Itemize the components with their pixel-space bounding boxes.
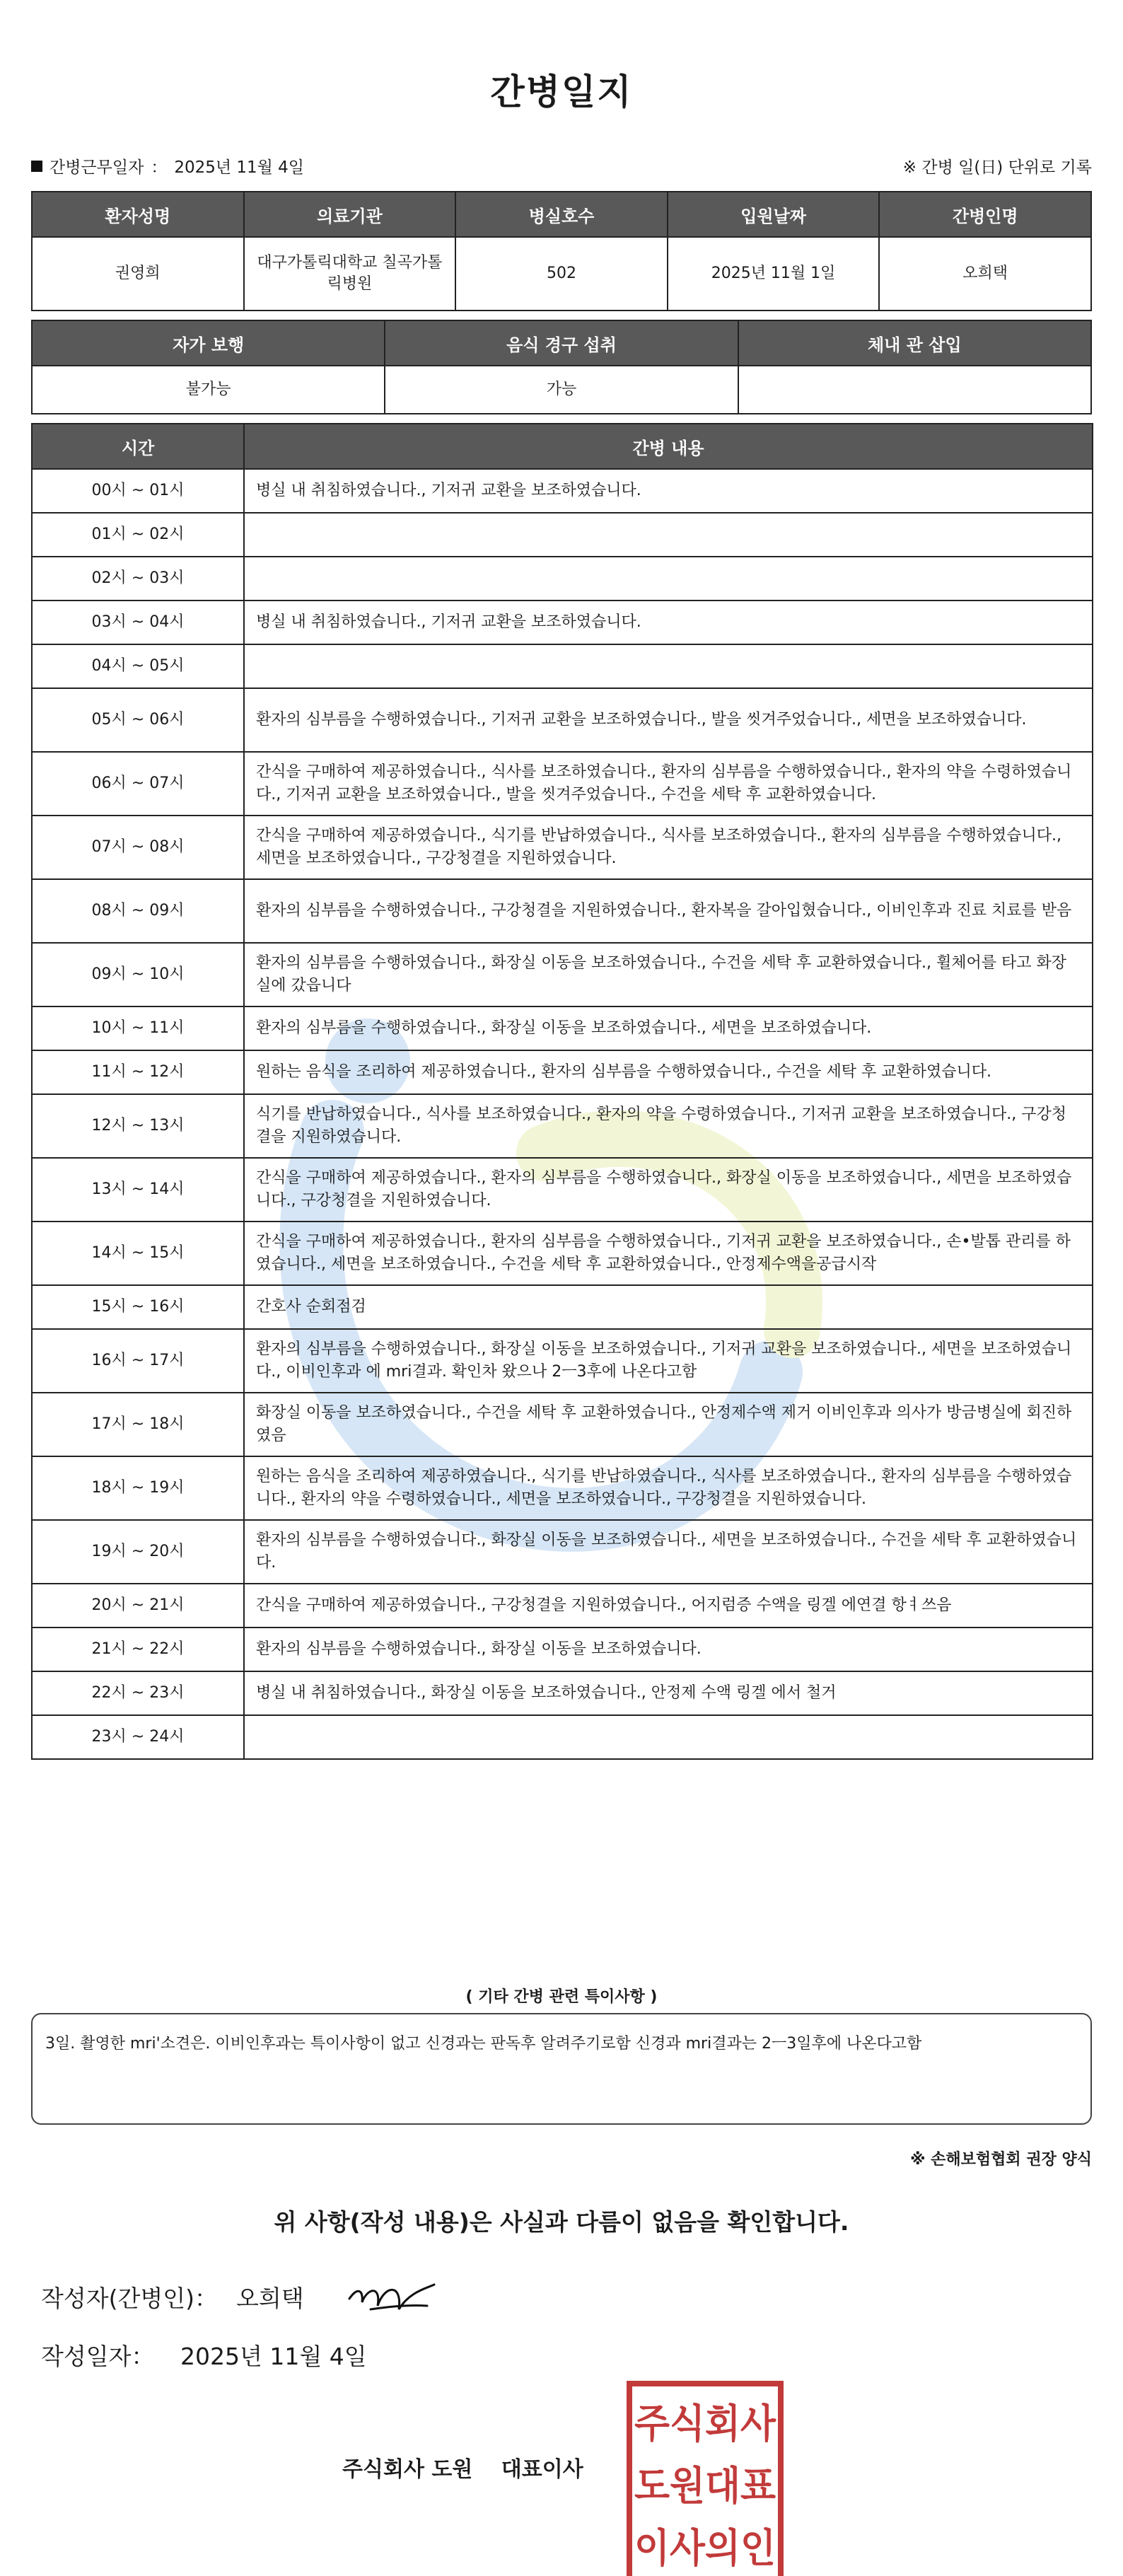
- meta-separator: ：: [151, 158, 168, 177]
- care-content: 간식을 구매하여 제공하였습니다., 구강청결을 지원하였습니다., 어지럼증 수액을 링겔 에연결 항ㅕ쓰음: [244, 1584, 1093, 1628]
- company-name: 주식회사 도원: [342, 2457, 473, 2482]
- table-row: [32, 1520, 1093, 1584]
- header-patient-name: 환자성명: [32, 192, 244, 237]
- care-content: 환자의 심부름을 수행하였습니다., 화장실 이동을 보조하였습니다.: [244, 1628, 1093, 1671]
- header-hospital: 의료기관: [244, 192, 456, 237]
- time-slot: 22시 ~ 23시: [32, 1671, 244, 1715]
- table-row: [32, 1456, 1093, 1520]
- table-row: [32, 1285, 1093, 1329]
- work-date-value: 2025년 11월 4일: [174, 158, 305, 177]
- header-caregiver: 간병인명: [879, 192, 1091, 237]
- table-row: [32, 644, 1093, 688]
- time-slot: 21시 ~ 22시: [32, 1628, 244, 1671]
- handwritten-signature: [342, 2270, 448, 2320]
- writer-name: 오희택: [236, 2285, 304, 2312]
- table-row: [32, 943, 1093, 1006]
- time-slot: 07시 ~ 08시: [32, 816, 244, 879]
- time-slot: 00시 ~ 01시: [32, 469, 244, 513]
- date-value: 2025년 11월 4일: [180, 2343, 367, 2370]
- time-slot: 03시 ~ 04시: [32, 601, 244, 644]
- table-row: [32, 1584, 1093, 1628]
- work-date: [31, 154, 304, 178]
- svg-text:주식회사: 주식회사: [634, 2401, 776, 2447]
- time-slot: 01시 ~ 02시: [32, 513, 244, 557]
- svg-text:도원대표: 도원대표: [634, 2463, 776, 2510]
- time-slot: 06시 ~ 07시: [32, 752, 244, 816]
- table-row: [32, 1628, 1093, 1671]
- care-content: 간식을 구매하여 제공하였습니다., 환자의 심부름을 수행하였습니다., 기저귀 교환을 보조하였습니다., 손•발톱 관리를 하였습니다., 세면을 보조하였습니다., 수건을 세탁 후 교환하였습니다., 안정제수액을공급시작: [244, 1222, 1093, 1285]
- page-title: 간병일지: [490, 71, 633, 112]
- table-row: [32, 1006, 1093, 1050]
- care-content: 환자의 심부름을 수행하였습니다., 화장실 이동을 보조하였습니다., 기저귀 교환을 보조하였습니다., 세면을 보조하였습니다., 이비인후과 에 mri결과. 확인차 왔으나 2ㅡ3후에 나온다고함: [244, 1329, 1093, 1393]
- care-log-body: [32, 469, 1093, 1759]
- time-slot: 12시 ~ 13시: [32, 1094, 244, 1158]
- time-slot: 04시 ~ 05시: [32, 644, 244, 688]
- time-slot: 23시 ~ 24시: [32, 1715, 244, 1759]
- time-slot: 15시 ~ 16시: [32, 1285, 244, 1329]
- care-content: 환자의 심부름을 수행하였습니다., 기저귀 교환을 보조하였습니다., 발을 씻겨주었습니다., 세면을 보조하였습니다.: [244, 688, 1093, 752]
- care-content: 환자의 심부름을 수행하였습니다., 화장실 이동을 보조하였습니다., 세면을 보조하였습니다.: [244, 1006, 1093, 1050]
- table-row: [32, 688, 1093, 752]
- care-content: 원하는 음식을 조리하여 제공하였습니다., 환자의 심부름을 수행하였습니다., 수건을 세탁 후 교환하였습니다.: [244, 1050, 1093, 1094]
- header-self-walking: 자가 보행: [32, 320, 385, 366]
- care-content: 병실 내 취침하였습니다., 화장실 이동을 보조하였습니다., 안정제 수액 링겔 에서 철거: [244, 1671, 1093, 1715]
- company-title: 대표이사: [501, 2457, 583, 2482]
- notes-title: ( 기타 간병 관련 특이사항 ): [465, 1988, 658, 2006]
- time-slot: 11시 ~ 12시: [32, 1050, 244, 1094]
- time-slot: 02시 ~ 03시: [32, 557, 244, 601]
- company-line: [342, 2452, 583, 2483]
- work-date-label: 간병근무일자: [50, 158, 144, 177]
- care-content: 간식을 구매하여 제공하였습니다., 식사를 보조하였습니다., 환자의 심부름을 수행하였습니다., 환자의 약을 수령하였습니다., 기저귀 교환을 보조하였습니다., 발을 씻겨주었습니다., 수건을 세탁 후 교환하였습니다.: [244, 752, 1093, 816]
- company-seal-stamp: [625, 2379, 785, 2576]
- table-row: [32, 1222, 1093, 1285]
- time-slot: 17시 ~ 18시: [32, 1393, 244, 1456]
- care-content: 환자의 심부름을 수행하였습니다., 화장실 이동을 보조하였습니다., 수건을 세탁 후 교환하였습니다., 휠체어를 타고 화장실에 갔읍니다: [244, 943, 1093, 1006]
- care-content: 병실 내 취침하였습니다., 기저귀 교환을 보조하였습니다.: [244, 469, 1093, 513]
- time-slot: 10시 ~ 11시: [32, 1006, 244, 1050]
- table-row: [32, 1671, 1093, 1715]
- oral-intake-value: 가능: [385, 366, 738, 414]
- notes-box: 3일. 촬영한 mri'소견은. 이비인후과는 특이사항이 없고 신경과는 판독후 알려주기로함 신경과 mri결과는 2ㅡ3일후에 나온다고함: [31, 2013, 1092, 2125]
- table-row: [32, 1393, 1093, 1456]
- hospital-name: 대구가톨릭대학교 칠곡가톨릭병원: [244, 237, 456, 311]
- care-content: [244, 644, 1093, 688]
- care-content: 간호사 순회점검: [244, 1285, 1093, 1329]
- self-walking-value: 불가능: [32, 366, 385, 414]
- confirmation-statement: 위 사항(작성 내용)은 사실과 다름이 없음을 확인합니다.: [274, 2208, 849, 2236]
- table-row: [32, 1715, 1093, 1759]
- time-slot: 05시 ~ 06시: [32, 688, 244, 752]
- room-number: 502: [455, 237, 668, 311]
- time-slot: 20시 ~ 21시: [32, 1584, 244, 1628]
- care-content: 환자의 심부름을 수행하였습니다., 화장실 이동을 보조하였습니다., 세면을 보조하였습니다., 수건을 세탁 후 교환하였습니다.: [244, 1520, 1093, 1584]
- time-slot: 18시 ~ 19시: [32, 1456, 244, 1520]
- care-content: [244, 1715, 1093, 1759]
- care-content: [244, 557, 1093, 601]
- table-row: [32, 513, 1093, 557]
- table-row: [32, 1329, 1093, 1393]
- care-content: 화장실 이동을 보조하였습니다., 수건을 세탁 후 교환하였습니다., 안정제수액 제거 이비인후과 의사가 방금병실에 회진하였음: [244, 1393, 1093, 1456]
- care-content: [244, 513, 1093, 557]
- standard-form-note: ※ 손해보험협회 권장 양식: [910, 2151, 1092, 2169]
- caregiver-name: 오희택: [879, 237, 1091, 311]
- date-line: [41, 2338, 367, 2372]
- time-slot: 09시 ~ 10시: [32, 943, 244, 1006]
- header-room: 병실호수: [455, 192, 668, 237]
- table-row: [32, 1158, 1093, 1222]
- meta-row: [31, 154, 1092, 178]
- header-tube-insertion: 체내 관 삽입: [738, 320, 1091, 366]
- care-content: 간식을 구매하여 제공하였습니다., 식기를 반납하였습니다., 식사를 보조하였습니다., 환자의 심부름을 수행하였습니다., 세면을 보조하였습니다., 구강청결을 지원하였습니다.: [244, 816, 1093, 879]
- table-row: [32, 816, 1093, 879]
- table-row: [32, 879, 1093, 943]
- time-slot: 19시 ~ 20시: [32, 1520, 244, 1584]
- time-slot: 16시 ~ 17시: [32, 1329, 244, 1393]
- patient-name: 권영희: [32, 237, 244, 311]
- care-content: 식기를 반납하였습니다., 식사를 보조하였습니다., 환자의 약을 수령하였습니다., 기저귀 교환을 보조하였습니다., 구강청결을 지원하였습니다.: [244, 1094, 1093, 1158]
- unit-note: ※ 간병 일(日) 단위로 기록: [902, 158, 1092, 177]
- care-log-table: [31, 423, 1093, 1760]
- admission-date: 2025년 11월 1일: [668, 237, 880, 311]
- patient-status-table: [31, 320, 1092, 414]
- care-content: 병실 내 취침하였습니다., 기저귀 교환을 보조하였습니다.: [244, 601, 1093, 644]
- table-row: [32, 557, 1093, 601]
- care-content: 간식을 구매하여 제공하였습니다., 환자의 심부름을 수행하였습니다., 화장실 이동을 보조하였습니다., 세면을 보조하였습니다., 구강청결을 지원하였습니다.: [244, 1158, 1093, 1222]
- care-content: 원하는 음식을 조리하여 제공하였습니다., 식기를 반납하였습니다., 식사를 보조하였습니다., 환자의 심부름을 수행하였습니다., 환자의 약을 수령하였습니다., 세면을 보조하였습니다., 구강청결을 지원하였습니다.: [244, 1456, 1093, 1520]
- header-time: 시간: [32, 424, 244, 469]
- time-slot: 08시 ~ 09시: [32, 879, 244, 943]
- bullet-square-icon: [31, 161, 42, 172]
- table-row: [32, 469, 1093, 513]
- table-row: [32, 1050, 1093, 1094]
- tube-insertion-value: [738, 366, 1091, 414]
- header-care-content: 간병 내용: [244, 424, 1093, 469]
- patient-info-table: [31, 191, 1092, 311]
- writer-line: [41, 2280, 304, 2314]
- header-oral-intake: 음식 경구 섭취: [385, 320, 738, 366]
- time-slot: 13시 ~ 14시: [32, 1158, 244, 1222]
- table-row: [32, 601, 1093, 644]
- date-label: 작성일자：: [41, 2343, 155, 2370]
- writer-label: 작성자(간병인)：: [41, 2285, 219, 2312]
- svg-text:이사의인: 이사의인: [634, 2525, 776, 2572]
- header-admission-date: 입원날짜: [668, 192, 880, 237]
- table-row: [32, 1094, 1093, 1158]
- table-row: [32, 752, 1093, 816]
- care-content: 환자의 심부름을 수행하였습니다., 구강청결을 지원하였습니다., 환자복을 갈아입혔습니다., 이비인후과 진료 치료를 받음: [244, 879, 1093, 943]
- time-slot: 14시 ~ 15시: [32, 1222, 244, 1285]
